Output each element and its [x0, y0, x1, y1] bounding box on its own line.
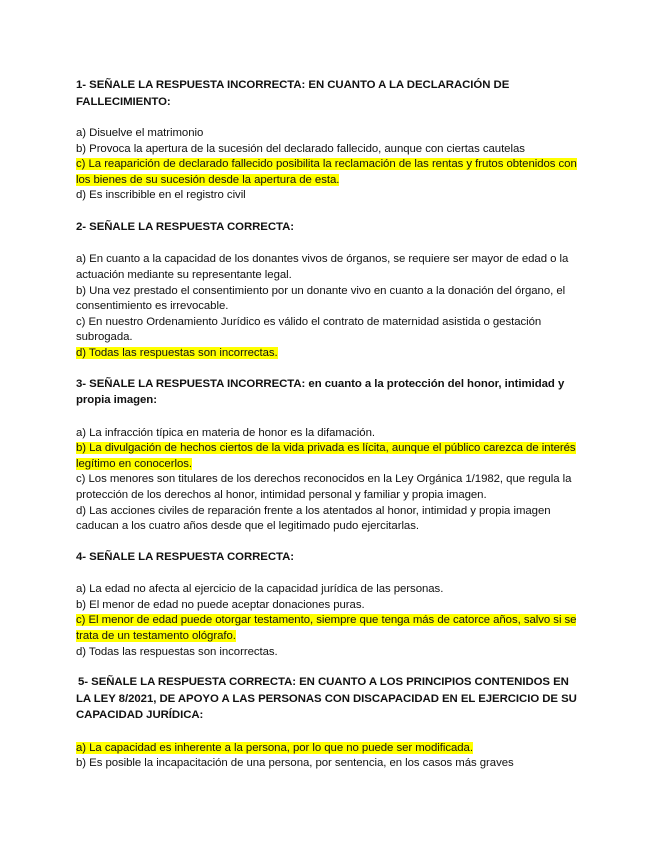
question-3-options [76, 426, 582, 535]
option-text: c) En nuestro Ordenamiento Jurídico es válido el contrato de maternidad asistida o gestación subrogada. [76, 315, 542, 344]
option-text: a) Disuelve el matrimonio [76, 127, 204, 139]
option-text: d) Las acciones civiles de reparación frente a los atentados al honor, intimidad y propia imagen caducan a los cuatro años desde que el legitimado pudo ejercitarlas. [76, 504, 551, 533]
question-2-option-c [76, 315, 582, 346]
question-2-option-d [76, 346, 582, 362]
option-text-highlighted: a) La capacidad es inherente a la persona, por lo que no puede ser modificada. [76, 741, 473, 754]
option-text: b) Es posible la incapacitación de una persona, por sentencia, en los casos más graves [76, 757, 514, 770]
question-5-title [76, 674, 582, 724]
option-text: a) La infracción típica en materia de honor es la difamación. [76, 426, 375, 439]
question-3-title-rest: en cuanto a la protección del honor, intimidad y propia imagen: [76, 377, 565, 407]
question-4-option-b [76, 598, 582, 614]
question-4-option-d [76, 645, 582, 661]
question-3-option-d [76, 504, 582, 535]
option-text-highlighted: b) La divulgación de hechos ciertos de la vida privada es lícita, aunque el público carezca de interés legítimo en conocerlos. [76, 442, 576, 470]
question-1-options [76, 126, 582, 204]
question-1-title [76, 77, 582, 110]
option-text: a) En cuanto a la capacidad de los donantes vivos de órganos, se requiere ser mayor de edad o la actuación mediante su representante legal. [76, 253, 569, 282]
question-1 [76, 77, 582, 204]
question-5-options [76, 741, 582, 772]
option-text-highlighted: d) Todas las respuestas son incorrectas. [76, 347, 278, 360]
option-text: d) Todas las respuestas son incorrectas. [76, 645, 278, 658]
question-5-option-a [76, 741, 582, 757]
question-4-option-c [76, 613, 582, 644]
option-text-highlighted: c) El menor de edad puede otorgar testamento, siempre que tenga más de catorce años, salvo si se trata de un testamento ológrafo. [76, 614, 577, 643]
question-2-option-a [76, 252, 582, 283]
question-2-option-b [76, 284, 582, 315]
question-4 [76, 549, 582, 660]
question-1-option-c [76, 157, 582, 188]
question-1-option-a [76, 126, 582, 142]
question-3-option-c [76, 472, 582, 503]
question-5 [76, 674, 582, 772]
question-1-title-bold: 1- SEÑALE LA RESPUESTA INCORRECTA: EN CUANTO A LA DECLARACIÓN DE FALLECIMIENTO: [76, 79, 510, 108]
question-3-option-b [76, 441, 582, 472]
question-2-title [76, 219, 582, 236]
option-text: d) Es inscribible en el registro civil [76, 189, 246, 202]
question-1-option-d [76, 188, 582, 204]
question-4-options [76, 582, 582, 660]
question-4-option-a [76, 582, 582, 598]
option-text-highlighted: c) La reaparición de declarado fallecido posibilita la reclamación de las rentas y frutos obtenidos con los bienes de su sucesión desde la apertura de esta. [76, 158, 577, 186]
question-3-title-bold: 3- SEÑALE LA RESPUESTA INCORRECTA: [76, 377, 306, 390]
question-3-title [76, 376, 582, 409]
question-4-title [76, 549, 582, 566]
question-5-option-b [76, 756, 582, 772]
question-1-option-b [76, 142, 582, 158]
option-text: b) Una vez prestado el consentimiento por un donante vivo en cuanto a la donación del órgano, el consentimiento es irrevocable. [76, 284, 566, 313]
question-5-title-bold: 5- SEÑALE LA RESPUESTA CORRECTA: EN CUANTO A LOS PRINCIPIOS CONTENIDOS EN LA LEY 8/2021, DE APOYO A LAS PERSONAS CON DISCAPACIDAD EN EL EJERCICIO DE SU CAPACIDAD JURÍDICA: [76, 676, 577, 722]
question-4-title-bold: 4- SEÑALE LA RESPUESTA CORRECTA: [76, 550, 294, 563]
question-2 [76, 219, 582, 362]
option-text: b) El menor de edad no puede aceptar donaciones puras. [76, 598, 365, 611]
option-text: c) Los menores son titulares de los derechos reconocidos en la Ley Orgánica 1/1982, que regula la protección de los derechos al honor, intimidad personal y familiar y propia imagen. [76, 473, 572, 501]
question-2-options [76, 252, 582, 361]
document-content [76, 77, 582, 787]
option-text: a) La edad no afecta al ejercicio de la capacidad jurídica de las personas. [76, 583, 444, 596]
question-2-title-bold: 2- SEÑALE LA RESPUESTA CORRECTA: [76, 220, 294, 233]
option-text: b) Provoca la apertura de la sucesión del declarado fallecido, aunque con ciertas cautelas [76, 142, 525, 155]
question-3 [76, 376, 582, 535]
question-3-option-a [76, 426, 582, 442]
